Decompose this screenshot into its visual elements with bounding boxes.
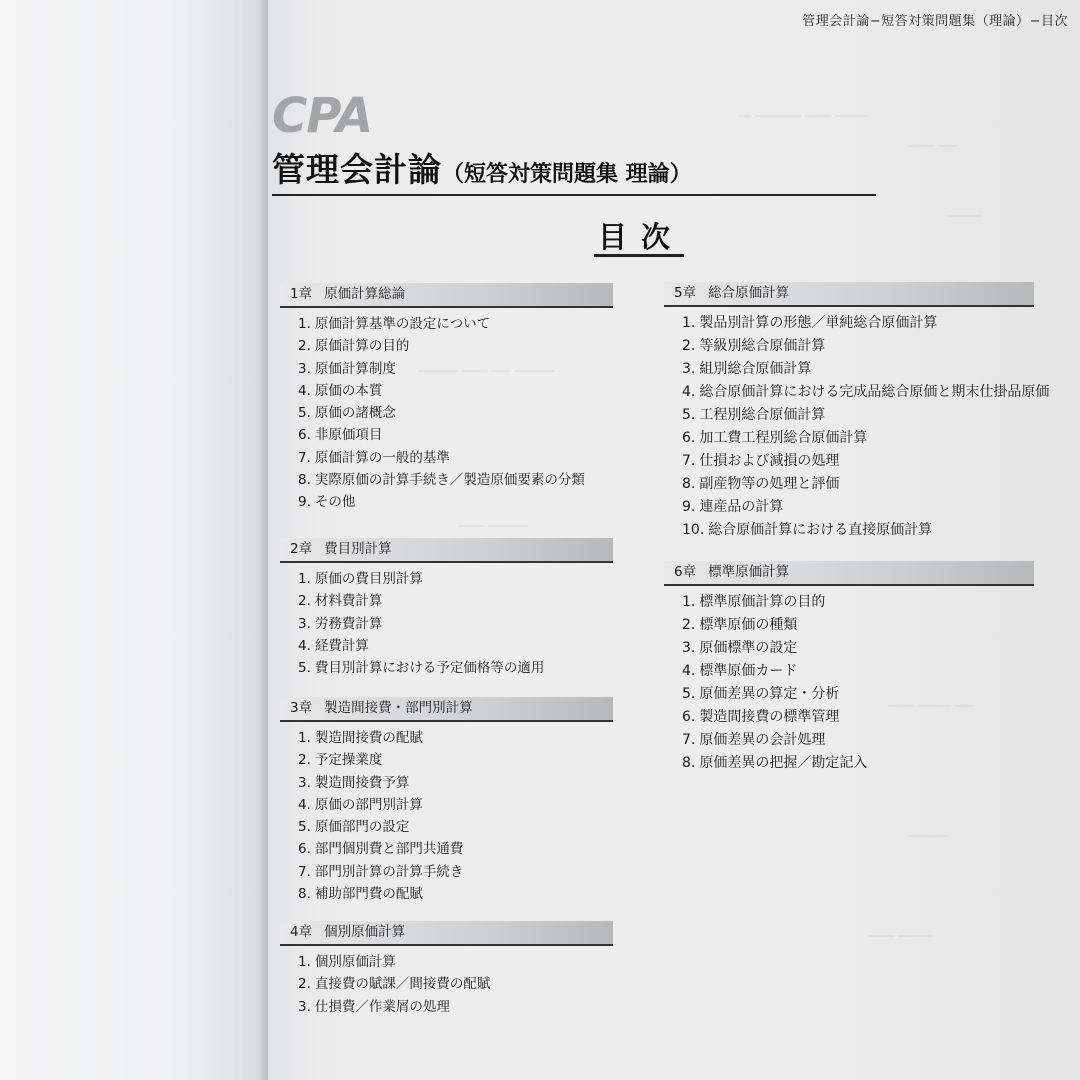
item-index: 2.: [682, 617, 696, 633]
item-index: 10.: [682, 522, 705, 538]
toc-item: [298, 313, 613, 335]
chapter-title: 製造間接費・部門別計算: [324, 700, 473, 716]
item-title: 原価差異の会計処理: [699, 732, 826, 748]
toc-item: [298, 996, 613, 1018]
item-title: 実際原価の計算手続き／製造原価要素の分類: [314, 472, 585, 489]
toc-item: [682, 473, 1034, 496]
item-title: 材料費計算: [314, 593, 383, 610]
item-index: 5.: [682, 686, 696, 702]
toc-item: [298, 838, 613, 860]
item-title: 予定操業度: [314, 752, 383, 769]
item-index: 7.: [682, 453, 696, 469]
item-index: 4.: [682, 384, 696, 400]
item-index: 7.: [298, 449, 311, 466]
chapter-title: 個別原価計算: [324, 924, 406, 940]
toc-item: [682, 706, 1034, 729]
toc-item: [298, 635, 613, 657]
toc-item: [298, 861, 613, 883]
item-index: 3.: [298, 998, 311, 1015]
toc-item: [298, 973, 613, 995]
toc-item: [298, 447, 613, 469]
item-title: 原価差異の把握／勘定記入: [699, 755, 868, 771]
item-index: 7.: [298, 863, 311, 880]
toc-item: [298, 727, 613, 749]
item-index: 8.: [682, 755, 696, 771]
show-through-text: ──── ───── ───: [888, 700, 975, 713]
item-title: 原価の本質: [314, 382, 383, 399]
item-title: 原価の部門別計算: [314, 796, 423, 813]
item-index: 8.: [298, 886, 311, 903]
toc-item: [298, 424, 613, 446]
item-index: 4.: [298, 637, 311, 654]
left-blank-page: [0, 0, 268, 1080]
item-index: 9.: [682, 499, 696, 515]
item-index: 6.: [298, 427, 311, 444]
toc-item: [298, 794, 613, 816]
toc-item: [682, 312, 1034, 335]
toc-item: [298, 402, 613, 424]
show-through-text: ──── ──────: [458, 520, 528, 533]
show-through-text: ─────: [948, 210, 982, 223]
item-title: 副産物等の処理と評価: [699, 476, 840, 492]
toc-item: [298, 613, 613, 635]
item-title: 仕損費／作業屑の処理: [314, 998, 450, 1015]
item-index: 2.: [298, 976, 311, 993]
chapter-number: 1章: [290, 286, 313, 302]
item-title: 直接費の賦課／間接費の配賦: [314, 976, 491, 993]
chapter-header: [664, 282, 1034, 307]
item-title: 製造間接費予算: [314, 774, 410, 791]
toc-item: [298, 358, 613, 380]
item-index: 6.: [682, 430, 696, 446]
chapter-header: [280, 283, 613, 308]
item-title: 総合原価計算における直接原価計算: [708, 522, 933, 538]
item-index: 6.: [682, 709, 696, 725]
toc-item: [298, 772, 613, 794]
item-title: 連産品の計算: [699, 499, 784, 515]
item-index: 3.: [682, 640, 696, 656]
show-through-text: ────── ──── ─── ──────: [418, 365, 555, 378]
item-index: 4.: [298, 382, 311, 399]
show-through-text: ──── ─────: [868, 930, 932, 943]
item-index: 7.: [682, 732, 696, 748]
item-title: 製造間接費の標準管理: [699, 709, 840, 725]
cpa-logo: CPA: [272, 88, 373, 144]
toc-item: [298, 951, 613, 973]
item-title: 非原価項目: [314, 427, 383, 444]
chapter-6: [664, 561, 1034, 775]
chapter-number: 3章: [290, 700, 313, 716]
toc-item: [682, 358, 1034, 381]
chapter-number: 5章: [674, 285, 697, 301]
item-title: 製品別計算の形態／単純総合原価計算: [699, 315, 938, 331]
toc-item: [682, 683, 1034, 706]
item-index: 2.: [298, 752, 311, 769]
item-index: 3.: [298, 774, 311, 791]
toc-item: [298, 883, 613, 905]
book-title-main: 管理会計論: [272, 150, 442, 189]
item-index: 4.: [298, 796, 311, 813]
item-title: 組別総合原価計算: [699, 361, 812, 377]
toc-item: [682, 381, 1050, 404]
item-index: 5.: [298, 819, 311, 836]
item-title: 補助部門費の配賦: [314, 886, 423, 903]
item-title: 総合原価計算における完成品総合原価と期末仕掛品原価: [699, 384, 1050, 400]
toc-item: [298, 749, 613, 771]
toc-item: [682, 637, 1034, 660]
toc-item: [682, 335, 1034, 358]
item-index: 1.: [298, 730, 311, 746]
toc-heading-underline: [594, 254, 684, 257]
toc-item: [298, 469, 613, 491]
item-title: 工程別総合原価計算: [699, 407, 826, 423]
item-title: 標準原価の種類: [699, 617, 798, 633]
toc-item: [682, 519, 1034, 542]
item-title: 労務費計算: [314, 615, 383, 632]
toc-item: [298, 335, 613, 357]
chapter-4: [280, 921, 613, 1018]
item-title: その他: [314, 494, 356, 511]
title-underline: [272, 194, 876, 196]
item-index: 1.: [682, 594, 696, 610]
item-index: 6.: [298, 841, 311, 858]
item-title: 部門個別費と部門共通費: [314, 841, 464, 858]
chapter-item-list: [664, 586, 1034, 775]
chapter-5: [664, 282, 1050, 542]
show-through-text: ── ─────── ──── ─────: [738, 110, 868, 123]
item-title: 原価差異の算定・分析: [699, 686, 840, 702]
chapter-1: [280, 283, 613, 514]
chapter-item-list: [664, 307, 1050, 542]
chapter-number: 2章: [290, 541, 313, 557]
item-index: 3.: [298, 615, 311, 632]
chapter-item-list: [280, 308, 613, 514]
toc-item: [682, 496, 1034, 519]
item-title: 原価計算の目的: [314, 338, 410, 355]
toc-item: [682, 752, 1034, 775]
item-title: 原価の費目別計算: [314, 571, 423, 587]
item-index: 8.: [298, 472, 311, 489]
chapter-header: [280, 538, 613, 563]
toc-item: [682, 450, 1034, 473]
item-title: 費目別計算における予定価格等の適用: [314, 660, 545, 677]
toc-item: [298, 491, 613, 513]
chapter-title: 総合原価計算: [708, 285, 790, 301]
toc-item: [298, 816, 613, 838]
toc-item: [682, 660, 1034, 683]
item-title: 等級別総合原価計算: [699, 338, 826, 354]
toc-item: [682, 404, 1034, 427]
toc-item: [682, 729, 1034, 752]
toc-item: [298, 568, 613, 590]
item-index: 2.: [682, 338, 696, 354]
running-header: 管理会計論−短答対策問題集（理論）−目次: [802, 14, 1068, 29]
show-through-text: ──────: [908, 830, 948, 843]
item-index: 5.: [298, 405, 311, 422]
item-title: 原価部門の設定: [314, 819, 410, 836]
item-title: 標準原価カード: [699, 663, 798, 679]
item-index: 1.: [298, 571, 311, 587]
item-title: 加工費工程別総合原価計算: [699, 430, 868, 446]
chapter-title: 費目別計算: [324, 541, 392, 557]
item-title: 経費計算: [314, 637, 369, 654]
book-title-sub: （短答対策問題集 理論）: [442, 162, 692, 187]
chapter-title: 原価計算総論: [324, 286, 406, 302]
item-title: 原価計算基準の設定について: [314, 316, 491, 332]
item-title: 原価の諸概念: [314, 405, 396, 422]
toc-item: [682, 591, 1034, 614]
item-title: 原価計算制度: [314, 360, 396, 377]
item-title: 原価計算の一般的基準: [314, 449, 450, 466]
item-title: 部門別計算の計算手続き: [314, 863, 464, 880]
item-index: 1.: [298, 954, 311, 970]
chapter-number: 4章: [290, 924, 313, 940]
chapter-header: [664, 561, 1034, 586]
item-index: 3.: [298, 360, 311, 377]
item-title: 個別原価計算: [314, 954, 396, 970]
chapter-3: [280, 697, 613, 905]
toc-heading: 目次: [598, 220, 685, 254]
item-index: 8.: [682, 476, 696, 492]
item-index: 4.: [682, 663, 696, 679]
chapter-header: [280, 921, 613, 946]
toc-item: [682, 427, 1034, 450]
item-index: 2.: [298, 593, 311, 610]
toc-item: [298, 380, 613, 402]
toc-item: [682, 614, 1034, 637]
item-index: 1.: [682, 315, 696, 331]
chapter-item-list: [280, 946, 613, 1018]
item-index: 3.: [682, 361, 696, 377]
toc-item: [298, 590, 613, 612]
item-title: 標準原価計算の目的: [699, 594, 826, 610]
item-index: 1.: [298, 316, 311, 332]
chapter-title: 標準原価計算: [708, 564, 790, 580]
item-index: 5.: [682, 407, 696, 423]
chapter-item-list: [280, 563, 613, 679]
item-title: 原価標準の設定: [699, 640, 798, 656]
show-through-text: ──── ───: [908, 140, 958, 153]
item-title: 製造間接費の配賦: [314, 730, 423, 746]
toc-item: [298, 657, 613, 679]
chapter-item-list: [280, 722, 613, 905]
item-index: 2.: [298, 338, 311, 355]
chapter-2: [280, 538, 613, 679]
item-index: 5.: [298, 660, 311, 677]
item-index: 9.: [298, 494, 311, 511]
chapter-header: [280, 697, 613, 722]
book-title: [272, 144, 692, 191]
item-title: 仕損および減損の処理: [699, 453, 840, 469]
chapter-number: 6章: [674, 564, 697, 580]
